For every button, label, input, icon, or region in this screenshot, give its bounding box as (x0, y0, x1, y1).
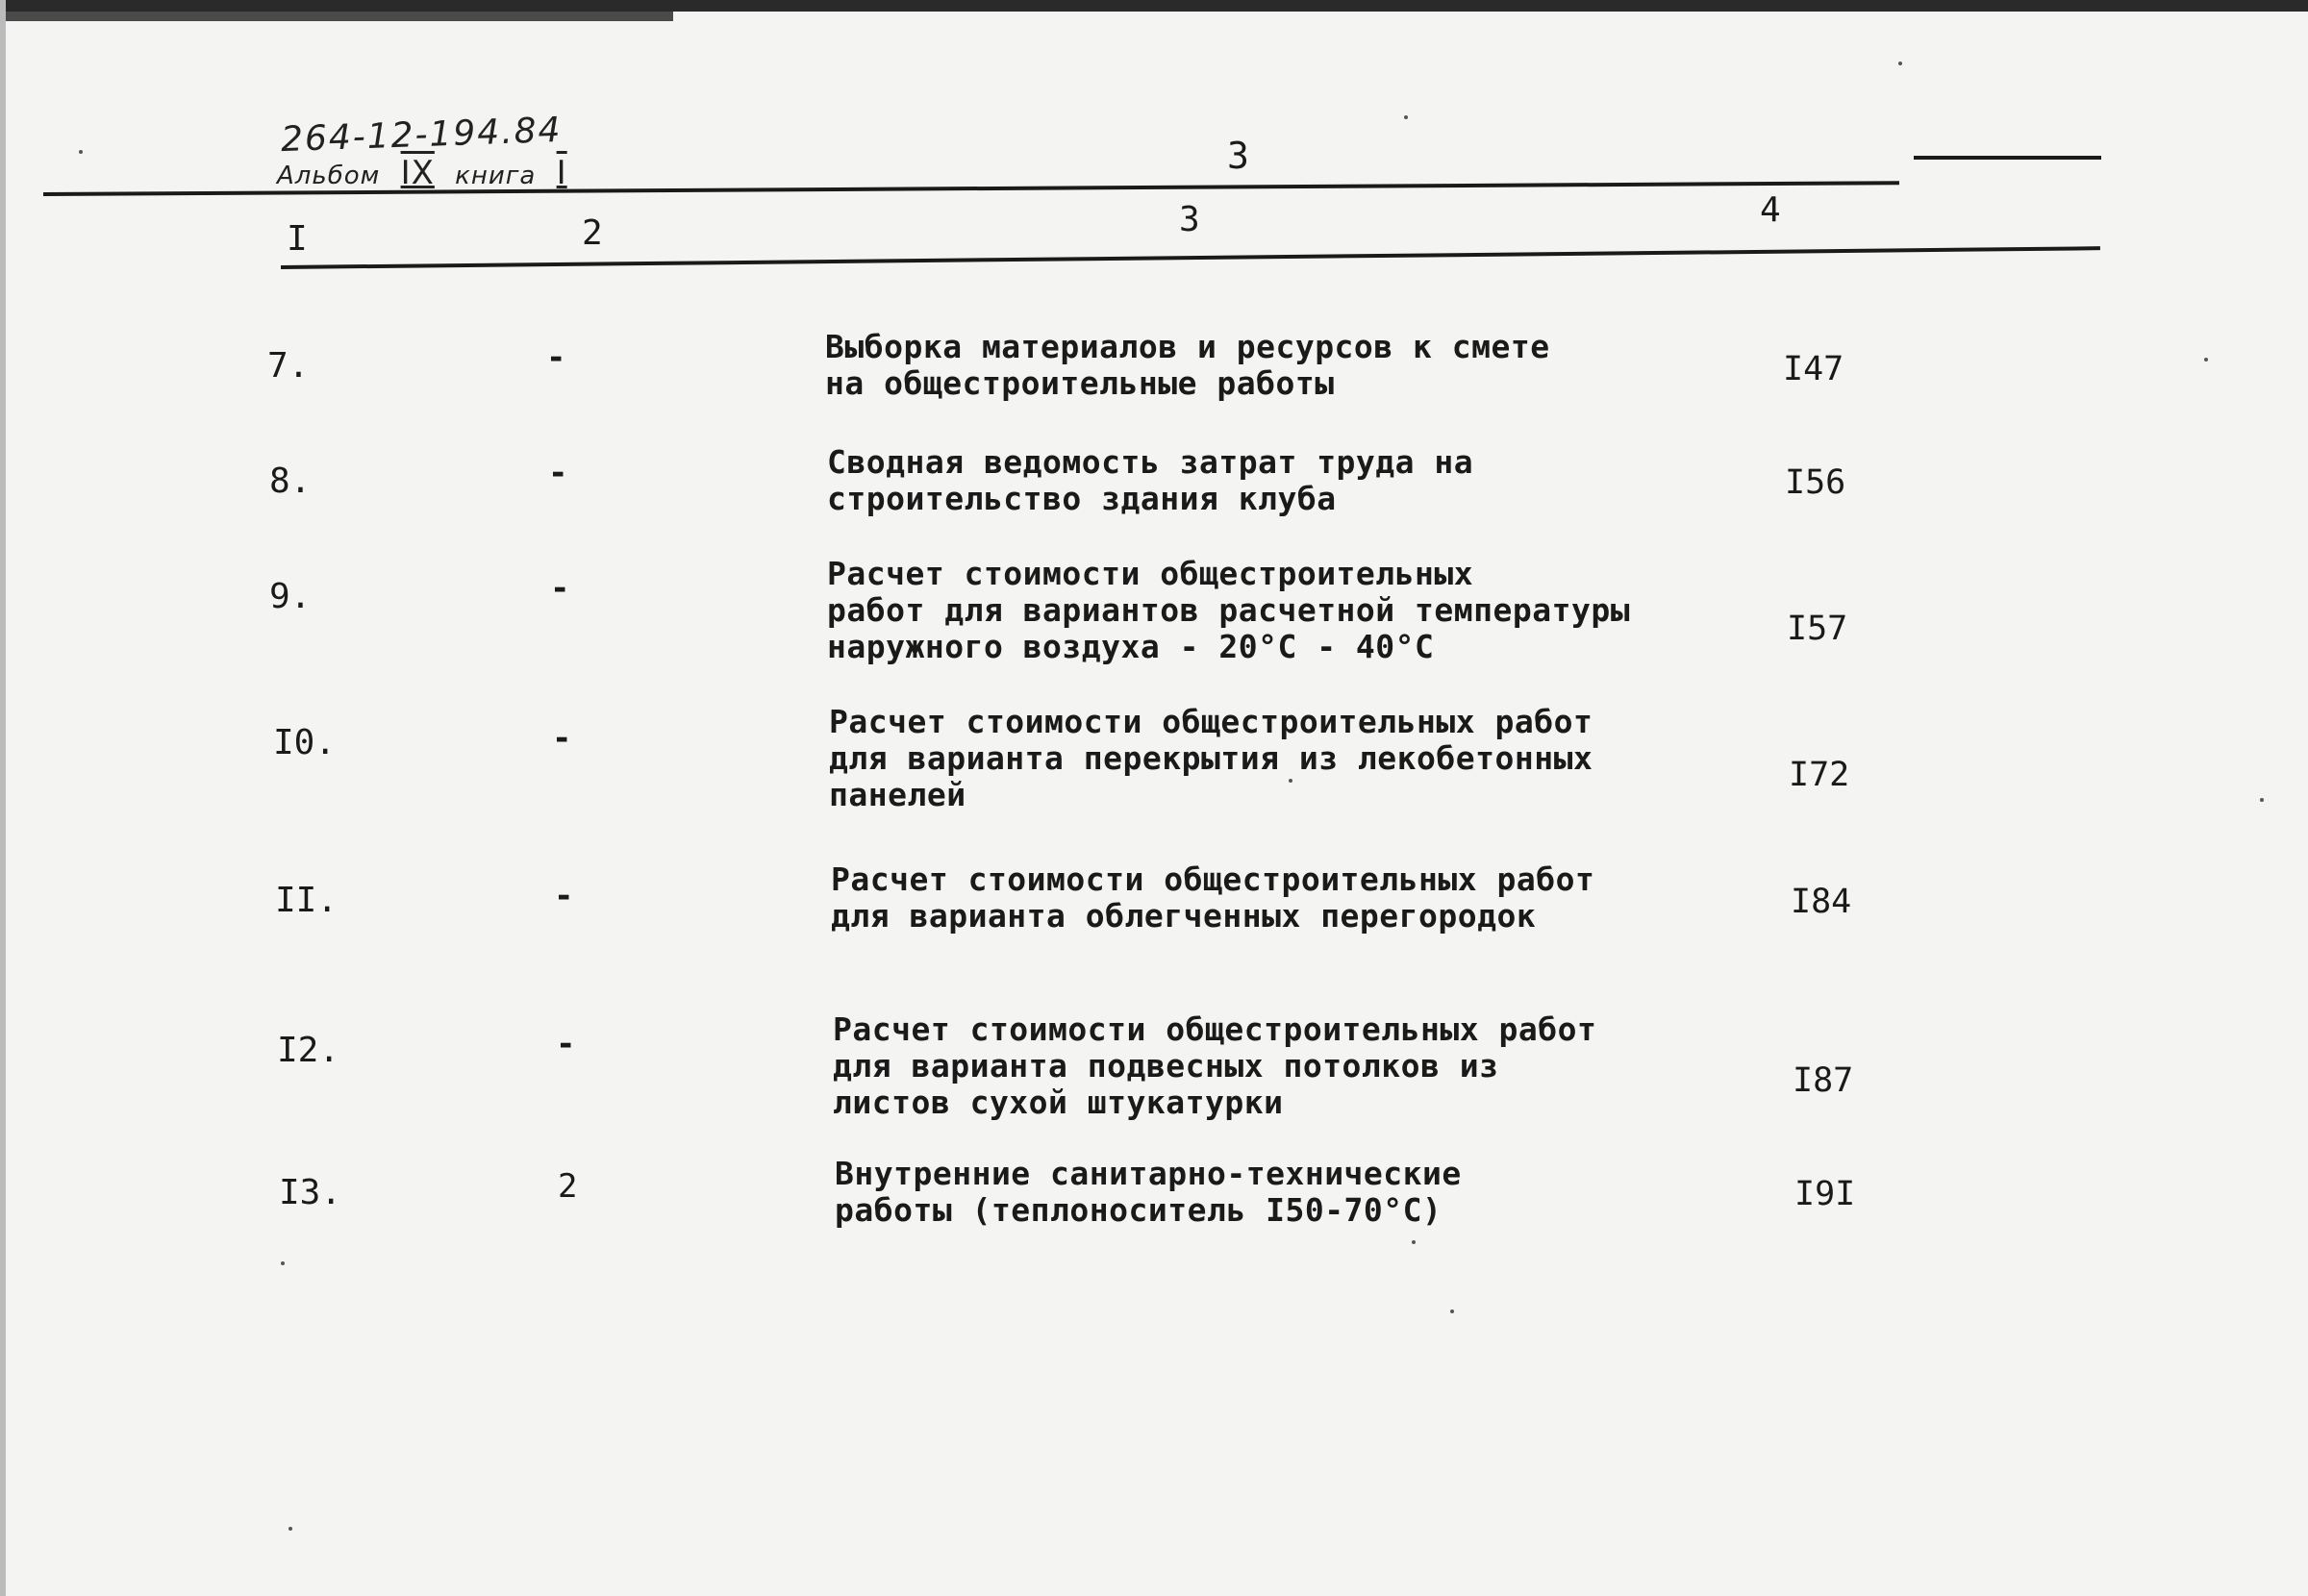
page-number: 3 (1227, 135, 1249, 177)
row-number: 8. (269, 461, 312, 501)
scan-speck (79, 150, 83, 154)
scan-edge-left (0, 0, 6, 1596)
scan-speck (1412, 1240, 1416, 1244)
book-label: книга (455, 162, 537, 190)
row-page: I47 (1783, 350, 1844, 388)
row-number: II. (275, 881, 339, 920)
scan-speck (1404, 115, 1408, 119)
column-header-2: 2 (582, 213, 603, 253)
scan-edge-top (0, 0, 2308, 12)
row-number: 9. (269, 577, 312, 616)
scan-speck (2260, 798, 2264, 802)
row-number: I0. (273, 723, 337, 762)
row-section: - (548, 454, 568, 492)
column-header-4: 4 (1760, 190, 1781, 230)
scan-speck (1450, 1309, 1454, 1313)
row-number: 7. (267, 346, 310, 386)
row-title: Сводная ведомость затрат труда на строительство здания клуба (827, 443, 1474, 517)
row-section: - (556, 1025, 576, 1063)
row-title: Расчет стоимости общестроительных работ для варианта облегченных перегородок (831, 860, 1595, 935)
row-section: 2 (558, 1167, 578, 1206)
album-book-annotation (277, 154, 579, 192)
row-page: I9I (1794, 1175, 1856, 1213)
book-number: I (556, 154, 567, 192)
row-title: Выборка материалов и ресурсов к смете на общестроительные работы (825, 328, 1550, 402)
row-number: I2. (277, 1031, 340, 1070)
document-code: 264-12-194.84 (280, 110, 564, 161)
row-section: - (554, 877, 574, 915)
row-number: I3. (279, 1173, 342, 1212)
column-header-1: I (287, 219, 308, 259)
scan-speck (288, 1527, 292, 1531)
row-title: Расчет стоимости общестроительных работ для вариантов расчетной температуры наружного воздуха - 20°С - 40°С (827, 555, 1631, 665)
album-number: IX (400, 154, 435, 192)
row-section: - (550, 569, 570, 608)
row-title: Расчет стоимости общестроительных работ для варианта подвесных потолков из листов сухой штукатурки (833, 1010, 1597, 1121)
scan-speck (1289, 779, 1292, 783)
row-section: - (546, 338, 566, 377)
scan-speck (2204, 358, 2208, 362)
row-page: I56 (1785, 463, 1846, 502)
header-rule-top-right (1914, 156, 2101, 160)
column-header-3: 3 (1179, 200, 1200, 239)
row-page: I57 (1787, 610, 1848, 648)
header-rule-bottom (281, 246, 2100, 269)
row-page: I87 (1793, 1061, 1854, 1100)
row-page: I72 (1789, 756, 1850, 794)
scan-speck (1898, 62, 1902, 65)
row-title: Расчет стоимости общестроительных работ для варианта перекрытия из лекобетонных панелей (829, 703, 1593, 813)
scan-edge-top-shadow (0, 12, 673, 21)
scan-speck (281, 1261, 285, 1265)
album-label: Альбом (277, 162, 381, 190)
row-section: - (552, 719, 572, 758)
row-page: I84 (1791, 883, 1852, 921)
row-title: Внутренние санитарно-технические работы (теплоноситель I50-70°С) (835, 1155, 1462, 1229)
